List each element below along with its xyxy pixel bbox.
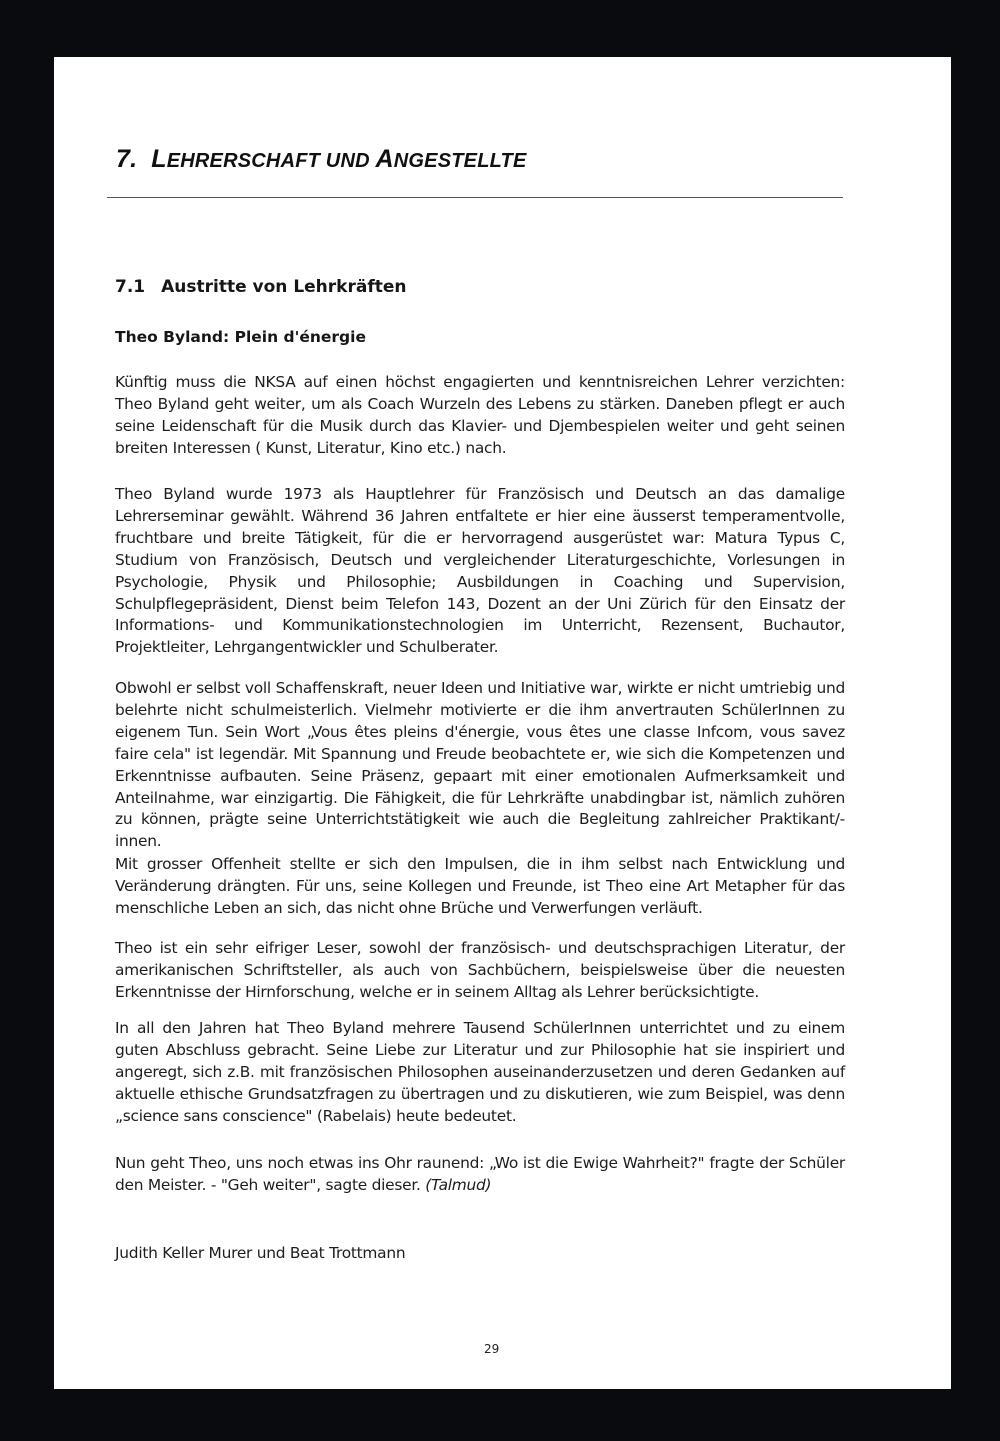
closing-text: Nun geht Theo, uns noch etwas ins Ohr raunend: „Wo ist die Ewige Wahrheit?" fragte der Schüler den Meister. - "Geh weiter", sagte dieser. [115,1154,845,1194]
closing-paragraph [115,1153,845,1197]
chapter-number: 7. [116,145,138,173]
paragraph-5: Theo ist ein sehr eifriger Leser, sowohl der französisch- und deutschsprachigen Literatur, der amerikanischen Schriftsteller, als auch von Sachbüchern, beispielsweise über die neuesten Erkenntnisse der Hirnforschung, welche er in seinem Alltag als Lehrer berücksichtigte. [115,939,845,1001]
document-page [54,57,951,1389]
paragraph-2: Theo Byland wurde 1973 als Hauptlehrer für Französisch und Deutsch an das damalige Lehrerseminar gewählt. Während 36 Jahren entfaltete er hier eine äusserst temperamentvolle, fruchtbare und breite Tätigkeit, für die er hervorragend ausgerüstet war: Matura Typus C, Studium von Französisch, Deutsch und vergleichender Literaturgeschichte, Vorlesungen in Psychologie, Physik und Philosophie; Ausbildungen in Coaching und Supervision, Schulpflegepräsident, Dienst beim Telefon 143, Dozent an der Uni Zürich für den Einsatz der Informations- und Kommunikationstechnologien im Unterricht, Rezensent, Buchautor, Projektleiter, Lehrgangentwickler und Schulberater. [115,485,845,657]
title-divider [107,197,843,198]
paragraph-1: Künftig muss die NKSA auf einen höchst engagierten und kenntnisreichen Lehrer verzichten: Theo Byland geht weiter, um als Coach Wurzeln des Lebens zu stärken. Daneben pflegt er auch seine Leidenschaft für die Musik durch das Klavier- und Djembespielen weiter und geht seinen breiten Interessen ( Kunst, Literatur, Kino etc.) nach. [115,373,845,457]
section-label: Austritte von Lehrkräften [161,277,407,297]
article-heading: Theo Byland: Plein d'énergie [115,328,366,346]
section-title [115,277,407,297]
authors-signature: Judith Keller Murer und Beat Trottmann [115,1244,406,1262]
paragraph-6: In all den Jahren hat Theo Byland mehrere Tausend SchülerInnen unterrichtet und zu einem guten Abschluss gebracht. Seine Liebe zur Literatur und zur Philosophie hat sie inspiriert und angeregt, sich z.B. mit französischen Philosophen auseinanderzusetzen und deren Gedanken auf aktuelle ethische Grundsatzfragen zu übertragen und zu diskutieren, wie zum Beispiel, was denn „science sans conscience" (Rabelais) heute bedeutet. [115,1019,845,1125]
closing-source: (Talmud) [425,1175,492,1194]
page-number: 29 [484,1342,500,1356]
paragraph-4: Mit grosser Offenheit stellte er sich den Impulsen, die in ihm selbst nach Entwicklung und Veränderung drängten. Für uns, seine Kollegen und Freunde, ist Theo eine Art Metapher für das menschliche Leben an sich, das nicht ohne Brüche und Verwerfungen verläuft. [115,855,845,917]
chapter-title: 7. LEHRERSCHAFT UND ANGESTELLTE [116,145,527,173]
paragraph-3: Obwohl er selbst voll Schaffenskraft, neuer Ideen und Initiative war, wirkte er nicht umtriebig und belehrte nicht schulmeisterlich. Vielmehr motivierte er die ihm anvertrauten SchülerInnen zu eigenem Tun. Sein Wort „Vous êtes pleins d'énergie, vous êtes une classe Infcom, vous savez faire cela" ist legendär. Mit Spannung und Freude beobachtete er, wie sich die Kompetenzen und Erkenntnisse aufbauten. Seine Präsenz, gepaart mit einer emotionalen Aufmerksamkeit und Anteilnahme, war einzigartig. Die Fähigkeit, die für Lehrkräfte unabdingbar ist, nämlich zuhören zu können, prägte seine Unterrichtstätigkeit wie auch die Begleitung zahlreicher Praktikant/-innen. [115,679,845,851]
section-number: 7.1 [115,277,146,297]
